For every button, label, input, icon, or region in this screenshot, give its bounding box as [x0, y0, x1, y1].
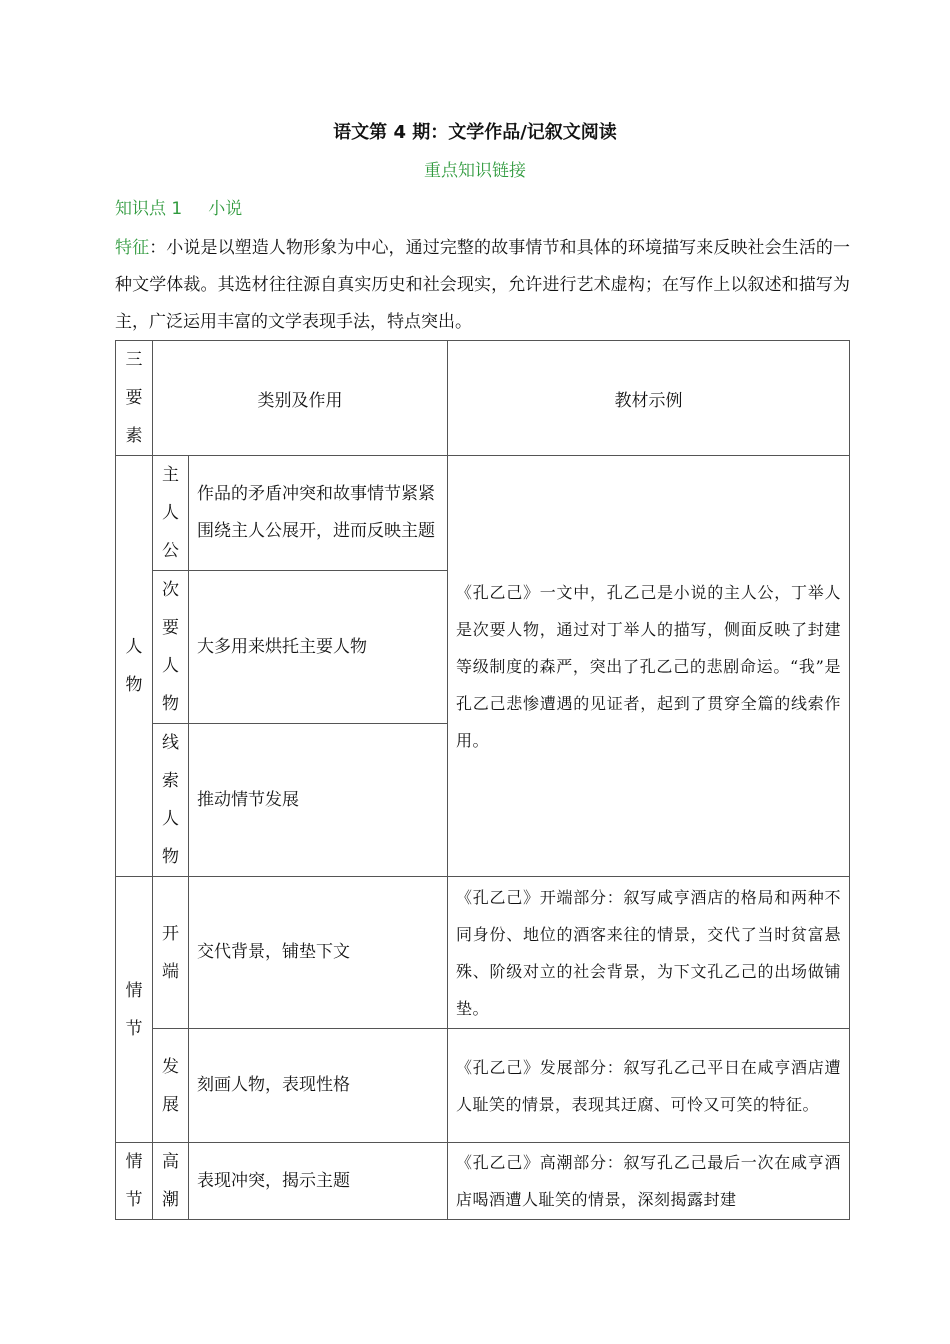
- type-secondary: 次 要 人 物: [153, 571, 189, 724]
- header-elements: 三 要 素: [116, 341, 153, 456]
- header-example: 教材示例: [448, 341, 850, 456]
- desc-development: 刻画人物，表现性格: [189, 1029, 448, 1143]
- table-row: [116, 877, 850, 1029]
- example-development: 《孔乙己》发展部分：叙写孔乙己平日在咸亨酒店遭人耻笑的情景，表现其迂腐、可怜又可笑的特征。: [448, 1029, 850, 1143]
- table-row: [116, 1143, 850, 1220]
- section-subtitle: 重点知识链接: [424, 161, 526, 181]
- desc-climax: 表现冲突，揭示主题: [189, 1143, 448, 1220]
- knowledge-point-title: 小说: [208, 199, 243, 219]
- header-category: 类别及作用: [153, 341, 448, 456]
- group-plot-2: 情 节: [116, 1143, 153, 1220]
- desc-opening: 交代背景，铺垫下文: [189, 877, 448, 1029]
- knowledge-point-heading: [115, 196, 242, 222]
- feature-text: ：小说是以塑造人物形象为中心，通过完整的故事情节和具体的环境描写来反映社会生活的一种文学体裁。其选材往往源自真实历史和社会现实，允许进行艺术虚构；在写作上以叙述和描写为主，广泛运用丰富的文学表现手法，特点突出。: [115, 238, 851, 332]
- type-clue: 线 索 人 物: [153, 724, 189, 877]
- type-development: 发 展: [153, 1029, 189, 1143]
- table-row: [116, 456, 850, 571]
- desc-clue: 推动情节发展: [189, 724, 448, 877]
- example-climax: 《孔乙己》高潮部分：叙写孔乙己最后一次在咸亨酒店喝酒遭人耻笑的情景，深刻揭露封建: [448, 1143, 850, 1220]
- feature-label: 特征: [115, 238, 150, 258]
- novel-elements-table: [115, 340, 850, 1220]
- feature-paragraph: [115, 230, 850, 341]
- knowledge-point-label: 知识点 1: [115, 199, 183, 219]
- group-character: 人 物: [116, 456, 153, 877]
- type-opening: 开 端: [153, 877, 189, 1029]
- desc-protagonist: 作品的矛盾冲突和故事情节紧紧围绕主人公展开，进而反映主题: [189, 456, 448, 571]
- type-climax: 高 潮: [153, 1143, 189, 1220]
- example-character: 《孔乙己》一文中，孔乙己是小说的主人公，丁举人是次要人物，通过对丁举人的描写，侧面反映了封建等级制度的森严，突出了孔乙己的悲剧命运。“我”是孔乙己悲惨遭遇的见证者，起到了贯穿全篇的线索作用。: [448, 456, 850, 877]
- type-protagonist: 主 人 公: [153, 456, 189, 571]
- group-plot: 情 节: [116, 877, 153, 1143]
- table-header-row: [116, 341, 850, 456]
- desc-secondary: 大多用来烘托主要人物: [189, 571, 448, 724]
- page-title: 语文第 4 期：文学作品/记叙文阅读: [333, 122, 617, 143]
- example-opening: 《孔乙己》开端部分：叙写咸亨酒店的格局和两种不同身份、地位的酒客来往的情景，交代了当时贫富悬殊、阶级对立的社会背景，为下文孔乙己的出场做铺垫。: [448, 877, 850, 1029]
- table-row: [116, 1029, 850, 1143]
